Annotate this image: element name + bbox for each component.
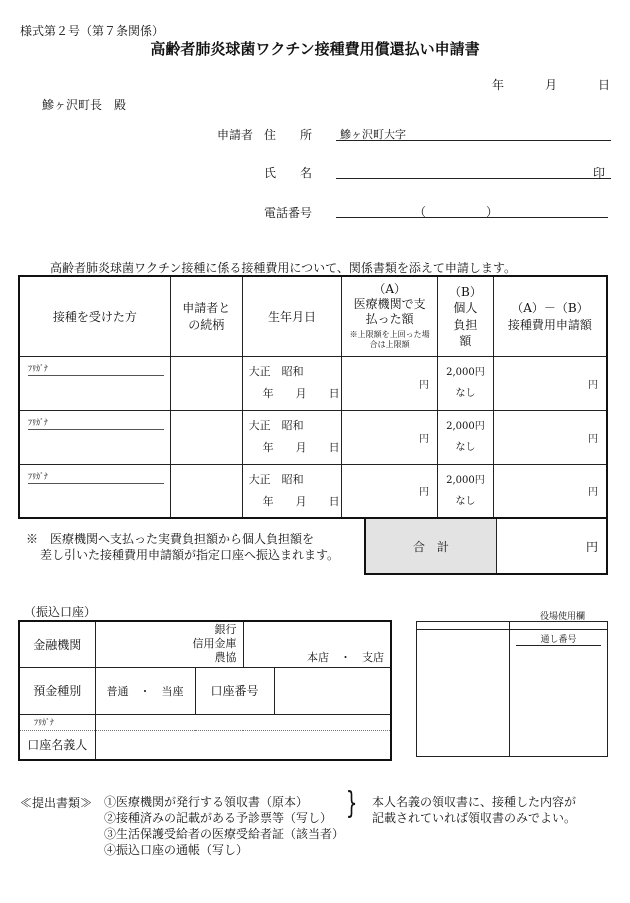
table-row bbox=[19, 410, 607, 464]
header-ab-mark: （A）－（B） bbox=[511, 301, 589, 316]
account-number-cell[interactable] bbox=[195, 667, 391, 714]
recipient-name-cell[interactable] bbox=[19, 356, 170, 410]
total-amount-cell[interactable] bbox=[497, 518, 608, 574]
birth-era: 大正 昭和 bbox=[248, 365, 304, 378]
office-cell bbox=[417, 622, 510, 630]
list-item: ②接種済みの記載がある予診票等（写し） bbox=[104, 811, 333, 825]
ab-amount-cell[interactable] bbox=[493, 464, 607, 518]
form-number: 様式第２号（第７条関係） bbox=[20, 24, 165, 38]
b-amount-cell bbox=[438, 410, 494, 464]
header-a-mark: （A） bbox=[373, 281, 406, 296]
office-use-label: 役場使用欄 bbox=[540, 612, 586, 622]
date-year: 年 bbox=[492, 78, 505, 92]
office-cell bbox=[417, 629, 510, 757]
branch-cell[interactable] bbox=[243, 621, 391, 667]
a-amount-cell[interactable] bbox=[342, 464, 438, 518]
holder-furigana-label: ﾌﾘｶﾞﾅ bbox=[19, 714, 95, 730]
furigana-label: ﾌﾘｶﾞﾅ bbox=[28, 417, 164, 430]
header-birthdate: 生年月日 bbox=[242, 276, 342, 356]
b-amount-cell bbox=[438, 464, 494, 518]
table-row bbox=[19, 464, 607, 518]
brace-mark: } bbox=[345, 786, 358, 821]
seal-mark: 印 bbox=[593, 166, 606, 180]
header-b bbox=[438, 276, 494, 356]
transfer-note-line2: 差し引いた接種費用申請額が指定口座へ振込まれます。 bbox=[40, 548, 340, 562]
documents-note bbox=[372, 794, 576, 826]
header-relation: 申請者との続柄 bbox=[170, 276, 242, 356]
date-month: 月 bbox=[545, 78, 558, 92]
relation-cell[interactable] bbox=[170, 464, 242, 518]
furigana-label: ﾌﾘｶﾞﾅ bbox=[28, 471, 164, 484]
relation-cell[interactable] bbox=[170, 356, 242, 410]
birthdate-cell[interactable] bbox=[242, 464, 342, 518]
a-unit: 円 bbox=[419, 379, 429, 391]
ab-amount-cell[interactable] bbox=[493, 410, 607, 464]
address-label: 住 所 bbox=[264, 128, 313, 142]
ab-unit: 円 bbox=[588, 433, 598, 445]
name-label: 氏 名 bbox=[264, 166, 313, 180]
type-nokyo: 農協 bbox=[214, 651, 237, 665]
bank-table bbox=[18, 620, 392, 761]
office-cell bbox=[510, 622, 608, 630]
birth-era: 大正 昭和 bbox=[248, 472, 304, 486]
birth-ymd: 年 月 日 bbox=[262, 494, 340, 508]
branch-options: 本店 ・ 支店 bbox=[307, 650, 384, 664]
holder-name-field[interactable] bbox=[95, 730, 391, 760]
birth-era: 大正 昭和 bbox=[248, 419, 304, 432]
ab-unit: 円 bbox=[588, 487, 598, 499]
a-unit: 円 bbox=[419, 433, 429, 445]
type-shinkin: 信用金庫 bbox=[192, 637, 237, 651]
table-row bbox=[19, 356, 607, 410]
applicant-label: 申請者 bbox=[217, 128, 254, 142]
list-item: ③生活保護受給者の医療受給者証（該当者） bbox=[104, 827, 345, 841]
birthdate-cell[interactable] bbox=[242, 410, 342, 464]
recipient-table bbox=[18, 275, 608, 519]
address-value: 鰺ヶ沢町大字 bbox=[340, 128, 406, 141]
holder-label: 口座名義人 bbox=[19, 730, 95, 760]
table-header-row bbox=[19, 276, 607, 356]
intro-text: 高齢者肺炎球菌ワクチン接種に係る接種費用について、関係書類を添えて申請します。 bbox=[50, 261, 516, 275]
a-amount-cell[interactable] bbox=[342, 410, 438, 464]
address-field[interactable] bbox=[336, 140, 611, 141]
a-amount-cell[interactable] bbox=[342, 356, 438, 410]
addressee: 鰺ヶ沢町長 殿 bbox=[42, 98, 127, 112]
documents-heading: ≪提出書類≫ bbox=[20, 796, 93, 810]
relation-cell[interactable] bbox=[170, 410, 242, 464]
serial-number-label: 通し番号 bbox=[516, 632, 601, 646]
ab-unit: 円 bbox=[588, 379, 598, 391]
bank-section-label: （振込口座） bbox=[24, 605, 97, 619]
account-number-label: 口座番号 bbox=[196, 668, 275, 714]
recipient-name-cell[interactable] bbox=[19, 410, 170, 464]
phone-field[interactable] bbox=[336, 217, 608, 218]
total-unit: 円 bbox=[585, 539, 598, 554]
type-bank: 銀行 bbox=[214, 622, 237, 636]
b-amount: 2,000円 bbox=[446, 367, 485, 378]
phone-parens: （ ） bbox=[414, 205, 499, 219]
documents-list bbox=[104, 794, 344, 858]
transfer-note-line1: ※ 医療機関へ支払った実費負担額から個人負担額を bbox=[26, 532, 315, 546]
header-b-label: 個人負担額 bbox=[453, 301, 478, 348]
header-b-mark: （B） bbox=[449, 285, 482, 300]
header-a-label: 医療機関で支払った額 bbox=[353, 296, 426, 327]
ab-amount-cell[interactable] bbox=[493, 356, 607, 410]
phone-label: 電話番号 bbox=[264, 206, 313, 220]
documents-note-line1: 本人名義の領収書に、接種した内容が bbox=[372, 795, 577, 809]
date-day: 日 bbox=[598, 78, 611, 92]
birthdate-cell[interactable] bbox=[242, 356, 342, 410]
office-use-table bbox=[416, 621, 608, 757]
recipient-name-cell[interactable] bbox=[19, 464, 170, 518]
documents-note-line2: 記載されていれば領収書のみでよい。 bbox=[372, 811, 577, 825]
header-a bbox=[342, 276, 438, 356]
total-label: 合 計 bbox=[365, 518, 497, 574]
institution-label: 金融機関 bbox=[19, 621, 95, 667]
account-type-label: 預金種別 bbox=[19, 667, 95, 714]
account-number-field[interactable] bbox=[275, 668, 391, 714]
b-amount: 2,000円 bbox=[446, 421, 485, 432]
b-none: なし bbox=[455, 442, 476, 453]
b-none: なし bbox=[455, 388, 476, 399]
birth-ymd: 年 月 日 bbox=[262, 387, 340, 400]
a-unit: 円 bbox=[419, 487, 429, 499]
b-amount-cell bbox=[438, 356, 494, 410]
account-type-options[interactable]: 普通 ・ 当座 bbox=[95, 667, 195, 714]
name-field[interactable] bbox=[336, 178, 611, 179]
list-item: ①医療機関が発行する領収書（原本） bbox=[104, 795, 309, 809]
total-table bbox=[364, 517, 608, 575]
birth-ymd: 年 月 日 bbox=[262, 441, 340, 454]
header-recipient: 接種を受けた方 bbox=[19, 276, 170, 356]
header-ab-label: 接種費用申請額 bbox=[507, 318, 592, 333]
header-ab bbox=[493, 276, 607, 356]
b-amount: 2,000円 bbox=[446, 474, 485, 486]
b-none: なし bbox=[455, 495, 476, 507]
header-a-note: ※上限額を上回った場合は上限額 bbox=[349, 329, 430, 350]
furigana-label: ﾌﾘｶﾞﾅ bbox=[28, 363, 164, 376]
list-item: ④振込口座の通帳（写し） bbox=[104, 843, 249, 857]
page-title: 高齢者肺炎球菌ワクチン接種費用償還払い申請書 bbox=[150, 40, 480, 58]
serial-number-cell bbox=[510, 629, 608, 757]
holder-furigana-field[interactable] bbox=[95, 714, 391, 730]
institution-name-cell[interactable] bbox=[95, 621, 243, 667]
